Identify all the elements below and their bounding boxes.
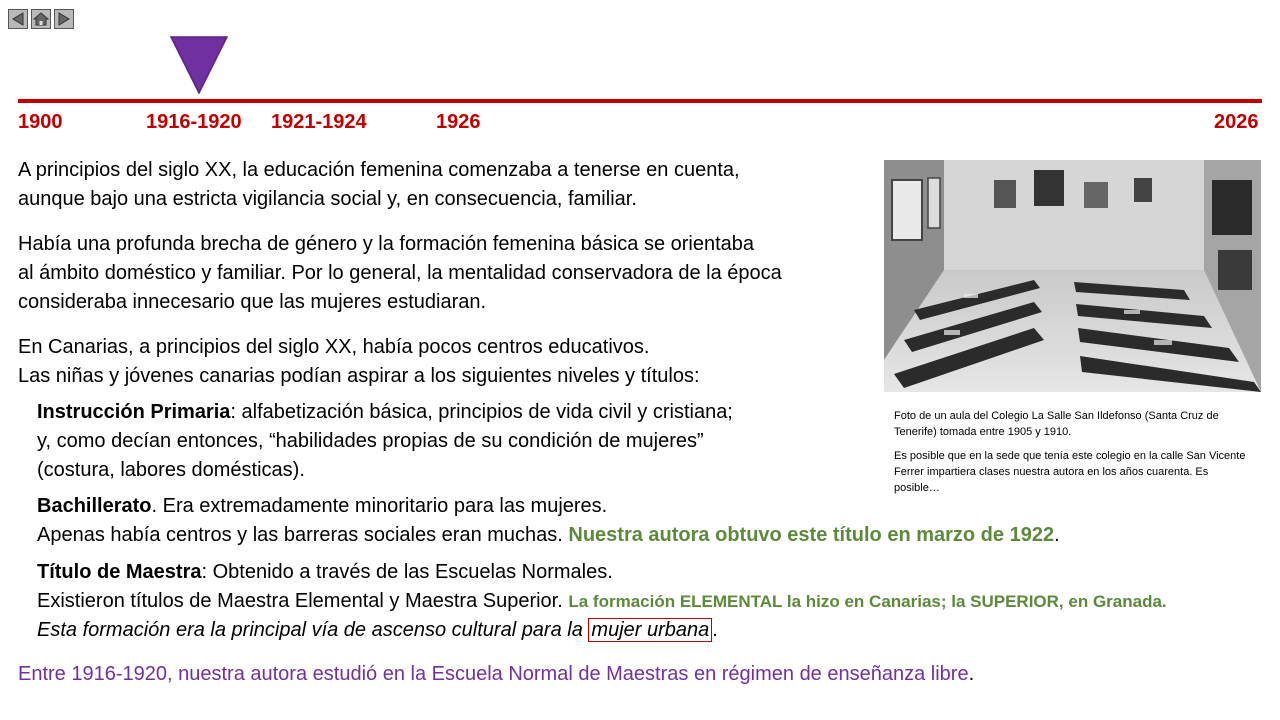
back-button[interactable]	[8, 9, 28, 29]
text-span: .	[712, 619, 718, 641]
text-line: A principios del siglo XX, la educación femenina comenzaba a tenerse en cuenta,	[18, 159, 740, 181]
text-span: Apenas había centros y las barreras sociales eran muchas.	[37, 524, 569, 546]
text-span: Existieron títulos de Maestra Elemental y Maestra Superior.	[37, 590, 569, 612]
forward-button[interactable]	[54, 9, 74, 29]
text-span: Esta formación era la principal vía de ascenso cultural para la	[37, 619, 589, 641]
text-span: . Era extremadamente minoritario para las mujeres.	[151, 495, 608, 517]
text-line	[37, 492, 1060, 521]
timeline-line	[18, 99, 1262, 103]
text-line: consideraba innecesario que las mujeres estudiaran.	[18, 291, 487, 313]
timeline-year-2026[interactable]: 2026	[1214, 111, 1259, 133]
photo-caption-2: Es posible que en la sede que tenía este colegio en la calle San Vicente Ferrer impartiera clases nuestra autora en los años cuarenta. Es posible…	[894, 450, 1246, 494]
text-line: Las niñas y jóvenes canarias podían aspirar a los siguientes niveles y títulos:	[18, 365, 700, 387]
text-span: : Obtenido a través de las Escuelas Normales.	[201, 561, 613, 583]
text-line: Había una profunda brecha de género y la formación femenina básica se orientaba	[18, 233, 755, 255]
classroom-photo	[884, 160, 1261, 392]
triangle-right-icon	[57, 12, 71, 26]
text-line: En Canarias, a principios del siglo XX, había pocos centros educativos.	[18, 336, 650, 358]
text-line: al ámbito doméstico y familiar. Por lo general, la mentalidad conservadora de la época	[18, 262, 782, 284]
text-span: .	[1054, 524, 1060, 546]
timeline-marker-icon	[170, 36, 228, 94]
triangle-left-icon	[11, 12, 25, 26]
home-button[interactable]	[31, 9, 51, 29]
text-span: : alfabetización básica, principios de vida civil y cristiana;	[230, 401, 733, 423]
section-bachillerato	[37, 492, 1060, 550]
paragraph-final	[18, 660, 974, 689]
bachillerato-title: Bachillerato	[37, 495, 152, 517]
home-icon	[33, 12, 49, 26]
maestra-title: Título de Maestra	[37, 561, 202, 583]
timeline-year-1926[interactable]: 1926	[436, 111, 481, 133]
classroom-photo-image	[884, 160, 1261, 392]
paragraph-intro	[18, 156, 740, 214]
final-highlight: Entre 1916-1920, nuestra autora estudió en la Escuela Normal de Maestras en régimen de enseñanza libre	[18, 663, 969, 685]
text-line	[37, 398, 733, 427]
text-line: y, como decían entonces, “habilidades propias de su condición de mujeres”	[37, 430, 704, 452]
text-line	[37, 521, 1060, 550]
primaria-title: Instrucción Primaria	[37, 401, 231, 423]
paragraph-canarias	[18, 333, 700, 391]
timeline-year-1900[interactable]: 1900	[18, 111, 63, 133]
timeline-year-1921-1924[interactable]: 1921-1924	[271, 111, 367, 133]
slide-navigation	[8, 9, 74, 29]
text-line	[37, 616, 1167, 645]
photo-caption-1: Foto de un aula del Colegio La Salle San Ildefonso (Santa Cruz de Tenerife) tomada entre 1905 y 1910.	[894, 410, 1219, 438]
text-line: (costura, labores domésticas).	[37, 459, 305, 481]
section-maestra	[37, 558, 1167, 645]
text-line	[37, 587, 1167, 616]
maestra-highlight: La formación ELEMENTAL la hizo en Canarias; la SUPERIOR, en Granada.	[568, 592, 1167, 611]
mujer-urbana-box: mujer urbana	[588, 618, 712, 642]
section-primaria	[37, 398, 733, 485]
text-line: aunque bajo una estricta vigilancia social y, en consecuencia, familiar.	[18, 188, 637, 210]
bachillerato-highlight: Nuestra autora obtuvo este título en marzo de 1922	[568, 524, 1055, 546]
text-line	[37, 558, 1167, 587]
timeline-year-1916-1920[interactable]: 1916-1920	[146, 111, 242, 133]
paragraph-gender-gap	[18, 230, 782, 317]
text-span: .	[968, 663, 975, 685]
